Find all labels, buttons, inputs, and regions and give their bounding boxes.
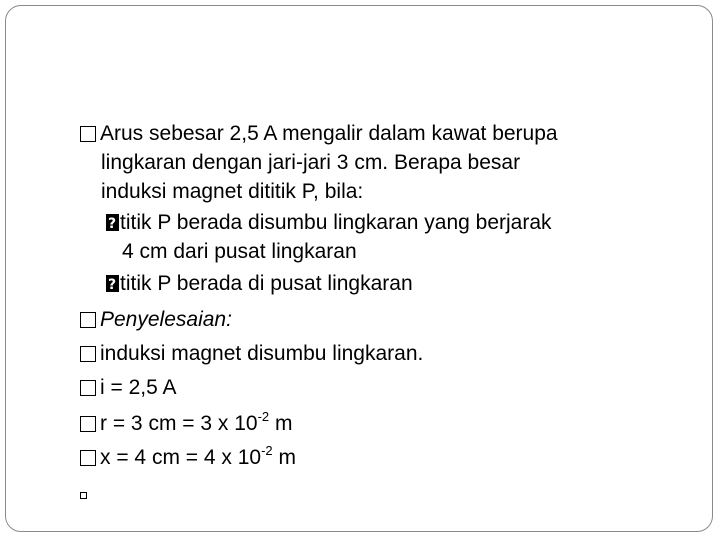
sub-item-a: [106, 211, 552, 235]
case-text: induksi magnet disumbu lingkaran.: [100, 342, 424, 365]
given-r-unit: m: [269, 412, 293, 435]
bullet-given-r: [80, 409, 293, 436]
question-line-2: lingkaran dengan jari-jari 3 cm. Berapa besar: [101, 151, 521, 174]
given-x-exponent: -2: [261, 443, 273, 458]
sub-item-b: [106, 272, 413, 296]
square-bullet-icon: [80, 312, 96, 328]
sub-bullet-icon: [106, 275, 119, 292]
given-x: x = 4 cm = 4 x 10: [100, 446, 262, 469]
empty-bullet-icon: [80, 492, 87, 499]
question-line-1: Arus sebesar 2,5 A mengalir dalam kawat berupa: [100, 122, 558, 145]
given-r: r = 3 cm = 3 x 10: [100, 412, 258, 435]
sub-bullet-icon: [106, 214, 119, 231]
question-line-3: induksi magnet dititik P, bila:: [101, 180, 364, 203]
sub-item-b-line-1: titik P berada di pusat lingkaran: [120, 272, 413, 295]
given-r-exponent: -2: [257, 409, 270, 424]
bullet-case: [80, 342, 423, 366]
solution-heading: Penyelesaian:: [100, 308, 232, 331]
bullet-question: [80, 122, 558, 146]
bullet-solution-heading: [80, 308, 232, 332]
sub-item-a-line-1: titik P berada disumbu lingkaran yang berjarak: [120, 211, 552, 234]
square-bullet-icon: [80, 416, 96, 432]
square-bullet-icon: [80, 346, 96, 362]
sub-item-a-line-2: 4 cm dari pusat lingkaran: [122, 240, 357, 263]
square-bullet-icon: [80, 126, 96, 142]
bullet-given-i: [80, 376, 176, 400]
square-bullet-icon: [80, 450, 96, 466]
square-bullet-icon: [80, 380, 96, 396]
given-x-unit: m: [272, 446, 296, 469]
given-i: i = 2,5 A: [100, 376, 177, 399]
bullet-given-x: [80, 443, 296, 470]
